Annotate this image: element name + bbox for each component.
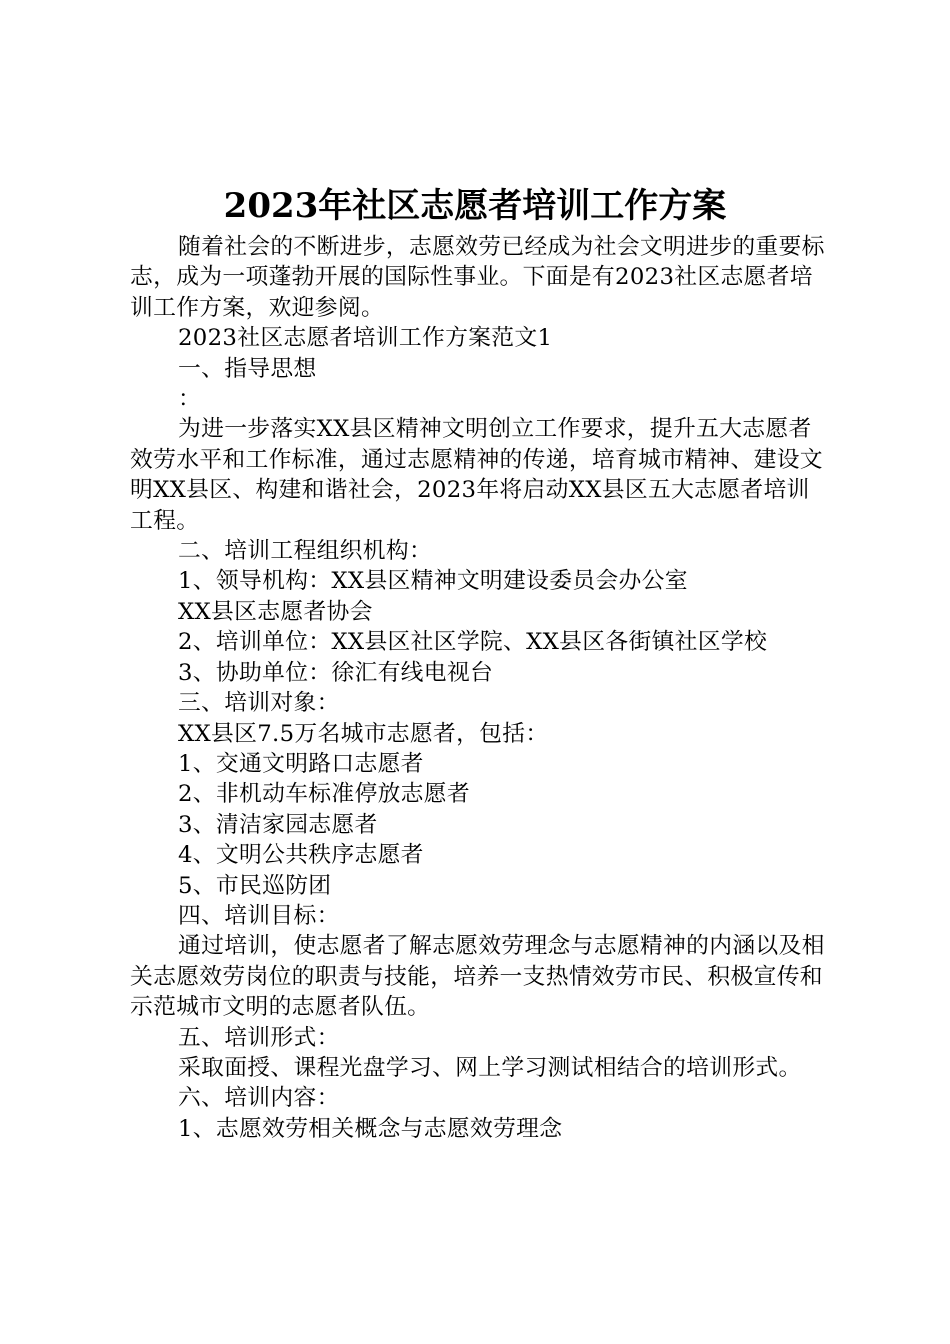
list-item: 1、志愿效劳相关概念与志愿效劳理念: [178, 1115, 563, 1142]
heading-organization: 二、培训工程组织机构：: [178, 538, 433, 565]
list-item: XX县区志愿者协会: [178, 598, 373, 625]
list-item: 4、文明公共秩序志愿者: [178, 842, 424, 869]
list-item: 5、市民巡防团: [178, 872, 332, 899]
list-item: 1、领导机构：XX县区精神文明建设委员会办公室: [178, 568, 688, 595]
paragraph-colon: ：: [178, 386, 202, 413]
document-title: 2023年社区志愿者培训工作方案: [223, 186, 727, 226]
list-item: 2、非机动车标准停放志愿者: [178, 781, 470, 808]
list-item: 3、清洁家园志愿者: [178, 811, 378, 838]
document-body: [130, 232, 825, 1144]
heading-training-targets: 三、培训对象：: [178, 690, 340, 717]
paragraph-subtitle: 2023社区志愿者培训工作方案范文1: [178, 325, 553, 352]
list-item: 2、培训单位：XX县区社区学院、XX县区各街镇社区学校: [178, 629, 768, 656]
paragraph-guiding-thought: 为进一步落实XX县区精神文明创立工作要求，提升五大志愿者效劳水平和工作标准，通过志愿精神的传递，培育城市精神、建设文明XX县区、构建和谐社会，2023年将启动XX县区五大志愿者培训工程。: [130, 416, 823, 534]
paragraph-format: 采取面授、课程光盘学习、网上学习测试相结合的培训形式。: [178, 1054, 802, 1081]
list-item: 3、协助单位：徐汇有线电视台: [178, 659, 494, 686]
list-item: 1、交通文明路口志愿者: [178, 750, 424, 777]
paragraph-goals: 通过培训，使志愿者了解志愿效劳理念与志愿精神的内涵以及相关志愿效劳岗位的职责与技能，培养一支热情效劳市民、积极宣传和示范城市文明的志愿者队伍。: [130, 933, 825, 1021]
heading-guiding-thought: 一、指导思想: [178, 355, 317, 382]
paragraph-intro: 随着社会的不断进步，志愿效劳已经成为社会文明进步的重要标志，成为一项蓬勃开展的国际性事业。下面是有2023社区志愿者培训工作方案，欢迎参阅。: [130, 234, 825, 321]
paragraph-targets: XX县区7.5万名城市志愿者，包括：: [178, 720, 549, 747]
heading-training-goals: 四、培训目标：: [178, 902, 340, 929]
heading-training-content: 六、培训内容：: [178, 1085, 340, 1112]
heading-training-format: 五、培训形式：: [178, 1024, 340, 1051]
